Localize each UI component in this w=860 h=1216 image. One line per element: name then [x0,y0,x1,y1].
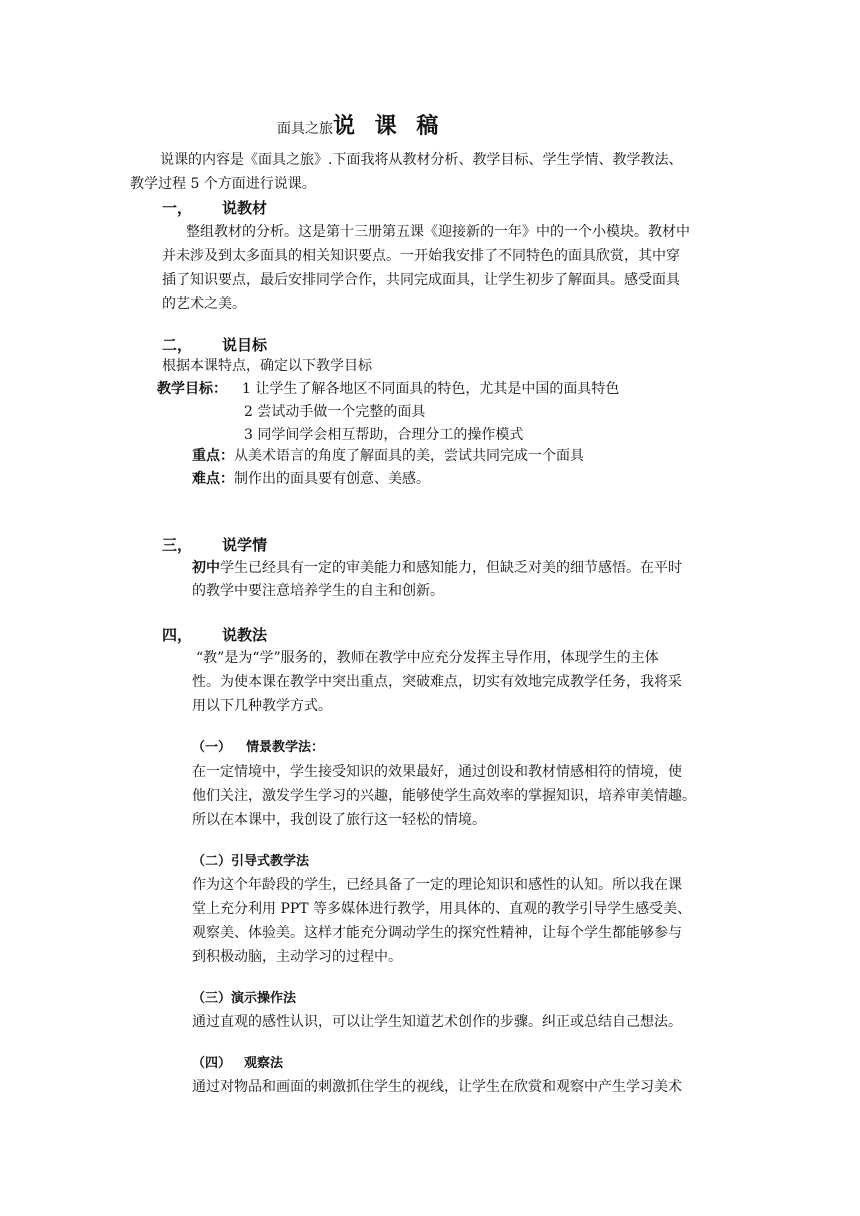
section-1-title: 说教材 [222,199,268,217]
method-2-line: 堂上充分利用 PPT 等多媒体进行教学，用具体的、直观的教学引导学生感受美、 [192,901,692,917]
method-4-number: （四） [192,1056,232,1071]
title-subject: 面具之旅 [277,121,333,137]
goals-label: 教学目标： [157,381,227,397]
section-3-line-1-text: 学生已经具有一定的审美能力和感知能力，但缺乏对美的细节感悟。在平时 [220,560,682,576]
goal-item: 1 让学生了解各地区不同面具的特色，尤其是中国的面具特色 [242,381,620,397]
section-1-line: 的艺术之美。 [162,296,246,312]
document-title [277,114,444,141]
section-4-number: 四， [162,626,193,644]
section-2-title: 说目标 [222,336,268,354]
difficult-point-text: 制作出的面具要有创意、美感。 [234,471,430,487]
section-3-number: 三， [162,536,193,554]
method-1-line: 所以在本课中，我创设了旅行这一轻松的情境。 [192,812,486,828]
intro-line-1: 说课的内容是《面具之旅》.下面我将从教材分析、教学目标、学生学情、教学教法、 [160,152,683,168]
section-3-title: 说学情 [222,536,268,554]
goal-item: 2 尝试动手做一个完整的面具 [244,404,426,420]
section-4-title: 说教法 [222,626,268,644]
key-point-text: 从美术语言的角度了解面具的美，尝试共同完成一个面具 [234,448,584,464]
section-4-line: “教”是为“学”服务的，教师在教学中应充分发挥主导作用，体现学生的主体 [196,650,659,666]
difficult-point [192,467,430,491]
method-4-title: 观察法 [244,1056,284,1071]
section-1-line: 并未涉及到太多面具的相关知识要点。一开始我安排了不同特色的面具欣赏，其中穿 [162,248,680,264]
method-1-number: （一） [192,740,232,755]
method-3-title: （三）演示操作法 [192,991,297,1006]
key-point [192,444,584,468]
section-2-number: 二， [162,336,193,354]
method-1-line: 他们关注，激发学生学习的兴趣，能够使学生高效率的掌握知识，培养审美情趣。 [192,788,696,804]
method-2-line: 观察美、体验美。这样才能充分调动学生的探究性精神，让每个学生都能够参与 [192,925,682,941]
goal-item: 3 同学间学会相互帮助，合理分工的操作模式 [244,427,524,443]
title-main: 说 课 稿 [333,113,445,139]
difficult-point-label: 难点： [192,471,234,487]
key-point-label: 重点： [192,448,234,464]
section-2-intro: 根据本课特点，确定以下教学目标 [162,358,372,374]
method-3-line: 通过直观的感性认识，可以让学生知道艺术创作的步骤。纠正或总结自己想法。 [192,1014,682,1030]
intro-line-2: 教学过程 5 个方面进行说课。 [130,176,316,192]
method-4-line: 通过对物品和画面的刺激抓住学生的视线，让学生在欣赏和观察中产生学习美术 [192,1079,682,1095]
method-2-line: 作为这个年龄段的学生，已经具备了一定的理论知识和感性的认知。所以我在课 [192,877,682,893]
section-3-line-2: 的教学中要注意培养学生的自主和创新。 [192,583,444,599]
method-2-title: （二）引导式教学法 [192,854,310,869]
section-4-line: 性。为使本课在教学中突出重点，突破难点，切实有效地完成教学任务，我将采 [192,674,682,690]
method-1-title: 情景教学法： [246,740,325,755]
method-2-line: 到积极动脑，主动学习的过程中。 [192,949,402,965]
section-1-line: 整组教材的分析。这是第十三册第五课《迎接新的一年》中的一个小模块。教材中 [186,224,690,240]
section-1-line: 插了知识要点，最后安排同学合作，共同完成面具，让学生初步了解面具。感受面具 [162,272,680,288]
section-1-number: 一， [162,199,193,217]
method-1-line: 在一定情境中，学生接受知识的效果最好，通过创设和教材情感相符的情境，使 [192,764,682,780]
section-3-lead: 初中 [192,560,220,576]
section-4-line: 用以下几种教学方式。 [192,698,332,714]
section-3-line-1 [192,556,682,580]
